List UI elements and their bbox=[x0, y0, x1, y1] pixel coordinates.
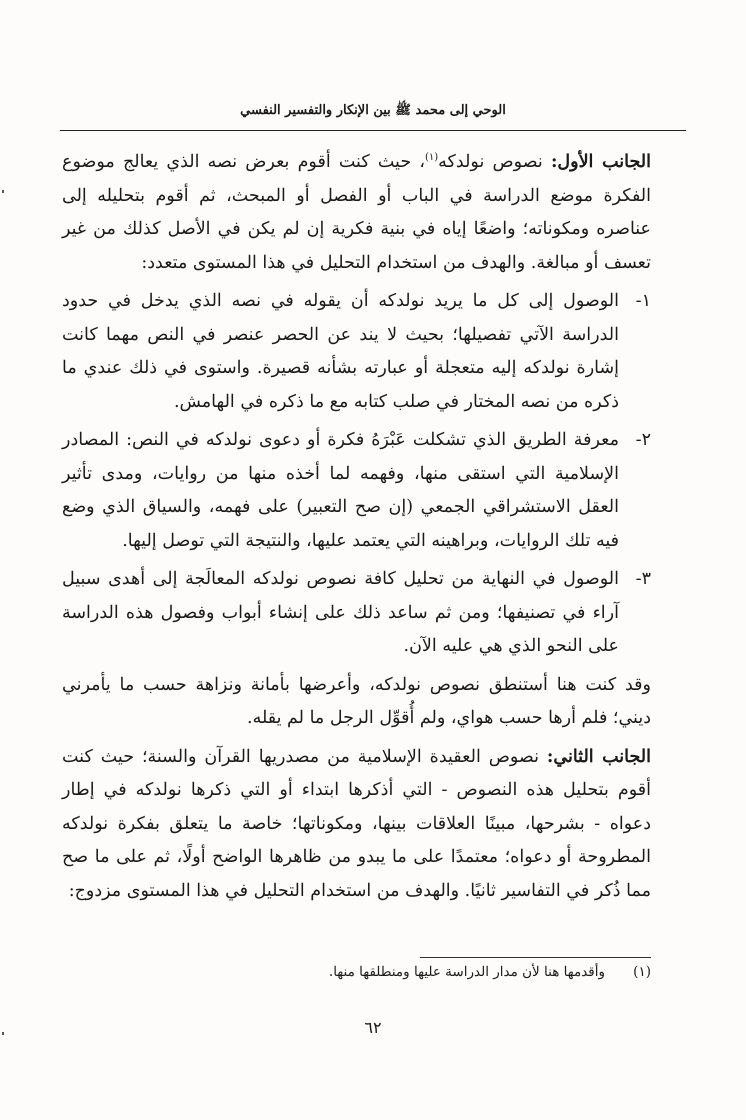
paragraph-second-aspect bbox=[62, 741, 651, 909]
footnote-rule bbox=[420, 957, 651, 958]
paragraph-method-note: وقد كنت هنا أستنطق نصوص نولدكه، وأعرضها بأمانة ونزاهة حسب ما يأمرني ديني؛ فلم أرها حسب هواي، ولم أُقوِّل الرجل ما لم يقله. bbox=[62, 674, 651, 728]
header-rule bbox=[60, 130, 686, 131]
first-aspect-label: الجانب الأول: bbox=[550, 152, 651, 172]
list-item bbox=[62, 285, 651, 419]
running-title: الوحي إلى محمد ﷺ بين الإنكار والتفسير النفسي bbox=[240, 103, 506, 118]
paragraph-first-aspect bbox=[62, 146, 651, 280]
footnote-number: (١) bbox=[633, 964, 651, 980]
first-aspect-intro: نصوص نولدكه bbox=[438, 152, 551, 172]
list-item bbox=[62, 424, 651, 558]
list-item bbox=[62, 563, 651, 664]
list-item-number: ٢- bbox=[635, 430, 651, 450]
list-item-number: ١- bbox=[635, 291, 651, 311]
second-aspect-label: الجانب الثاني: bbox=[546, 746, 651, 767]
list-item-text: معرفة الطريق الذي تشكلت عَبْرَهُ فكرة أو دعوى نولدكه في النص: المصادر الإسلامية التي استقى منها، وفهمه لما أخذه منها من روايات، ومدى تأثير العقل الاستشراقي الجمعي (إن صح التعبير) على فهمه، والسياق الذي وضع فيه تلك الروايات، وبراهينه التي يعتمد عليها، والنتيجة التي توصل إليها. bbox=[62, 430, 619, 551]
margin-speck bbox=[2, 190, 4, 193]
main-text bbox=[62, 146, 651, 913]
margin-speck bbox=[2, 1032, 4, 1035]
second-aspect-text: نصوص العقيدة الإسلامية من مصدريها القرآن والسنة؛ حيث كنت أقوم بتحليل هذه النصوص - التي أذكرها ابتداء أو التي ذكرها نولدكه في إطار دعواه - بشرحها، مبينًا العلاقات بينها، ومكوناتها؛ خاصة ما يتعلق بفكرة نولدكه المطروحة أو دعواه؛ معتمدًا على ما يبدو من ظاهرها الواضح أولًا، ثم على ما صح مما ذُكر في التفاسير ثانيًا. والهدف من استخدام التحليل في هذا المستوى مزدوج: bbox=[62, 746, 651, 901]
footnote-text: وأقدمها هنا لأن مدار الدراسة عليها ومنطلقها منها. bbox=[328, 964, 605, 980]
page-number: ٦٢ bbox=[364, 1018, 382, 1037]
list-item-text: الوصول إلى كل ما يريد نولدكه أن يقوله في نصه الذي يدخل في حدود الدراسة الآتي تفصيلها؛ بحيث لا يند عن الحصر عنصر في النص مهما كانت إشارة نولدكه إليه متعجلة أو عبارته بشأنه قصيرة. واستوى في ذلك عندي ما ذكره من نصه المختار في صلب كتابه مع ما ذكره في الهامش. bbox=[62, 291, 619, 412]
list-item-text: الوصول في النهاية من تحليل كافة نصوص نولدكه المعالَجة إلى أهدى سبيل آراء في تصنيفها؛ ومن ثم ساعد ذلك على إنشاء أبواب وفصول هذه الدراسة على النحو الذي هي عليه الآن. bbox=[62, 569, 619, 656]
footnote-reference[interactable]: (١) bbox=[424, 152, 439, 164]
first-aspect-text: ، حيث كنت أقوم بعرض نصه الذي يعالج موضوع الفكرة موضع الدراسة في الباب أو الفصل أو المبحث، ثم أقوم بتحليله إلى عناصره ومكوناته؛ واضعًا إياه في بنية فكرية إن لم يكن في الأصل كذلك من غير تعسف أو مبالغة. والهدف من استخدام التحليل في هذا المستوى متعدد: bbox=[62, 152, 651, 273]
footnote bbox=[150, 964, 651, 980]
list-item-number: ٣- bbox=[635, 569, 651, 589]
